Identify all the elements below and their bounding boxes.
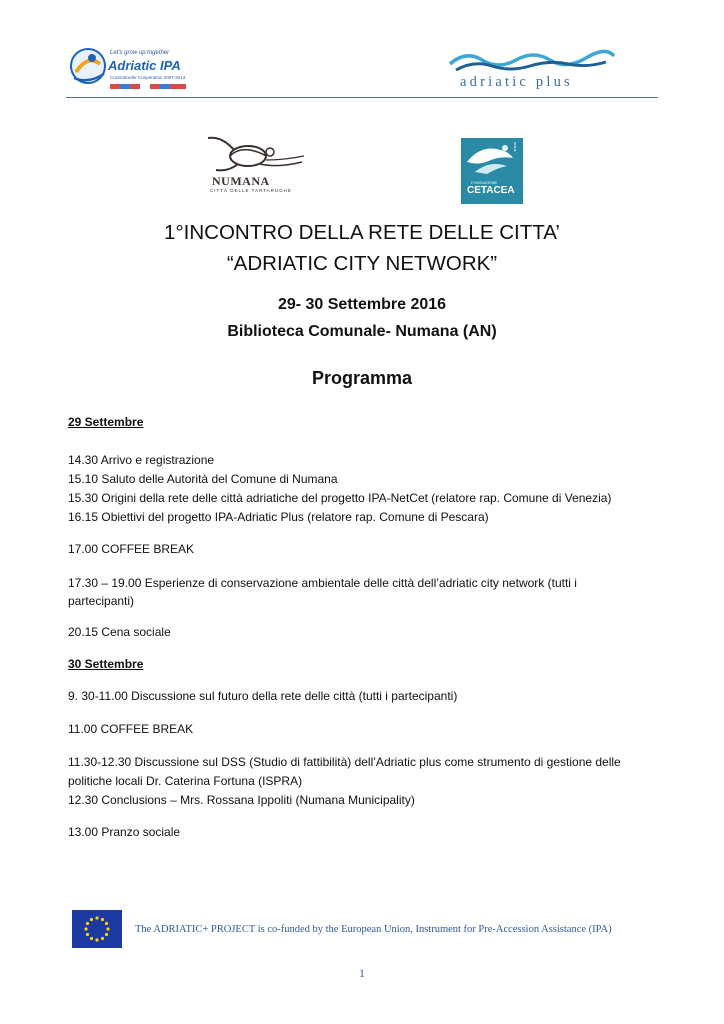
numana-logo-name: NUMANA <box>212 174 270 188</box>
ipa-logo-name: Adriatic IPA <box>108 58 181 73</box>
day2-heading: 30 Settembre <box>68 657 144 671</box>
turtle-icon <box>198 130 308 176</box>
list-item: 14.30 Arrivo e registrazione <box>68 453 215 467</box>
adriatic-ipa-logo <box>68 44 188 96</box>
day1-heading: 29 Settembre <box>68 415 144 429</box>
list-item: 17.00 COFFEE BREAK <box>68 542 195 556</box>
list-item: politiche locali Dr. Caterina Fortuna (ISPRA) <box>68 774 303 788</box>
list-item: 20.15 Cena sociale <box>68 625 171 639</box>
eu-stars-icon <box>72 910 122 948</box>
eu-flag-icon <box>72 910 122 948</box>
event-dates: 29- 30 Settembre 2016 <box>277 296 447 313</box>
programma-heading: Programma <box>311 368 413 388</box>
list-item: 16.15 Obiettivi del progetto IPA-Adriatic Plus (relatore rap. Comune di Pescara) <box>68 510 489 524</box>
adriatic-plus-logo <box>446 48 616 96</box>
adriatic-plus-logo-text: adriatic plus <box>460 74 573 90</box>
ipa-logo-sub: Cross-Border Cooperation 2007-2013 <box>110 75 186 80</box>
page-number: 1 <box>359 966 365 980</box>
event-venue: Biblioteca Comunale- Numana (AN) <box>227 323 497 340</box>
list-item: 13.00 Pranzo sociale <box>68 825 181 839</box>
list-item: 11.30-12.30 Discussione sul DSS (Studio di fattibilità) dell’Adriatic plus come strumento di gestione delle <box>68 755 621 769</box>
ipa-tagline: Let's grow up together <box>110 50 170 56</box>
document-title: 1°INCONTRO DELLA RETE DELLE CITTA’ <box>164 221 560 244</box>
cetacea-logo-small: FONDAZIONE <box>471 180 498 185</box>
cetacea-logo-name: CETACEA <box>467 185 515 196</box>
cetacea-logo-vertical: onlus <box>513 142 518 152</box>
header-divider <box>66 97 658 98</box>
list-item: 17.30 – 19.00 Esperienze di conservazione ambientale delle città dell’adriatic city network (tutti i <box>68 576 577 590</box>
list-item: partecipanti) <box>68 594 135 608</box>
cetacea-logo <box>461 138 523 204</box>
list-item: 9. 30-11.00 Discussione sul futuro della rete delle città (tutti i partecipanti) <box>68 689 458 703</box>
numana-logo <box>198 130 308 198</box>
wave-icon <box>446 48 616 74</box>
document-subtitle: “ADRIATIC CITY NETWORK” <box>226 252 498 275</box>
list-item: 15.10 Saluto delle Autorità del Comune di Numana <box>68 472 338 486</box>
numana-logo-sub: CITTÀ DELLE TARTARUGHE <box>210 188 292 193</box>
list-item: 11.00 COFFEE BREAK <box>68 722 194 736</box>
footer-funding-text: The ADRIATIC+ PROJECT is co-funded by the European Union, Instrument for Pre-Accession Assistance (IPA) <box>135 924 612 935</box>
list-item: 15.30 Origini della rete delle città adriatiche del progetto IPA-NetCet (relatore rap. Comune di Venezia) <box>68 491 612 505</box>
list-item: 12.30 Conclusions – Mrs. Rossana Ippoliti (Numana Municipality) <box>68 793 415 807</box>
